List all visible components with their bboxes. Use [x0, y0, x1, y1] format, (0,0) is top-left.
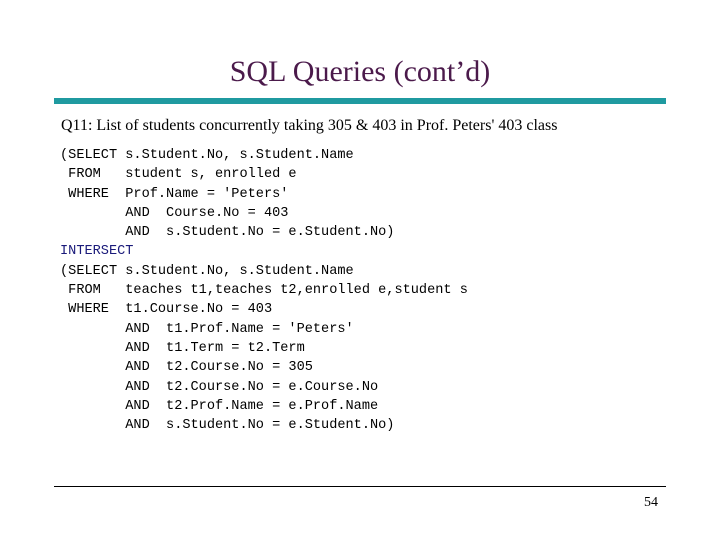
- sql-line: AND t2.Prof.Name = e.Prof.Name: [60, 398, 379, 414]
- sql-line: (SELECT s.Student.No, s.Student.Name: [60, 263, 354, 279]
- sql-line: AND t1.Prof.Name = 'Peters': [60, 321, 354, 337]
- sql-line: AND s.Student.No = e.Student.No): [60, 225, 395, 241]
- sql-line: AND Course.No = 403: [60, 205, 289, 221]
- sql-line: AND t2.Course.No = e.Course.No: [60, 379, 379, 395]
- sql-line: AND t2.Course.No = 305: [60, 360, 313, 376]
- sql-line: WHERE t1.Course.No = 403: [60, 302, 273, 318]
- slide-title: SQL Queries (cont’d): [229, 55, 491, 88]
- title-divider: [54, 98, 666, 104]
- sql-line: AND s.Student.No = e.Student.No): [60, 418, 395, 434]
- sql-line: WHERE Prof.Name = 'Peters': [60, 186, 289, 202]
- page-number: 54: [644, 495, 658, 510]
- sql-line: FROM teaches t1,teaches t2,enrolled e,student s: [60, 283, 468, 299]
- sql-line-intersect: INTERSECT: [60, 244, 134, 260]
- question-text: Q11: List of students concurrently taking 305 & 403 in Prof. Peters' 403 class: [61, 117, 558, 134]
- sql-line: FROM student s, enrolled e: [60, 167, 297, 183]
- footer-divider: [54, 486, 666, 487]
- sql-code-block: [60, 146, 468, 435]
- sql-line: (SELECT s.Student.No, s.Student.Name: [60, 148, 354, 163]
- sql-line: AND t1.Term = t2.Term: [60, 340, 305, 356]
